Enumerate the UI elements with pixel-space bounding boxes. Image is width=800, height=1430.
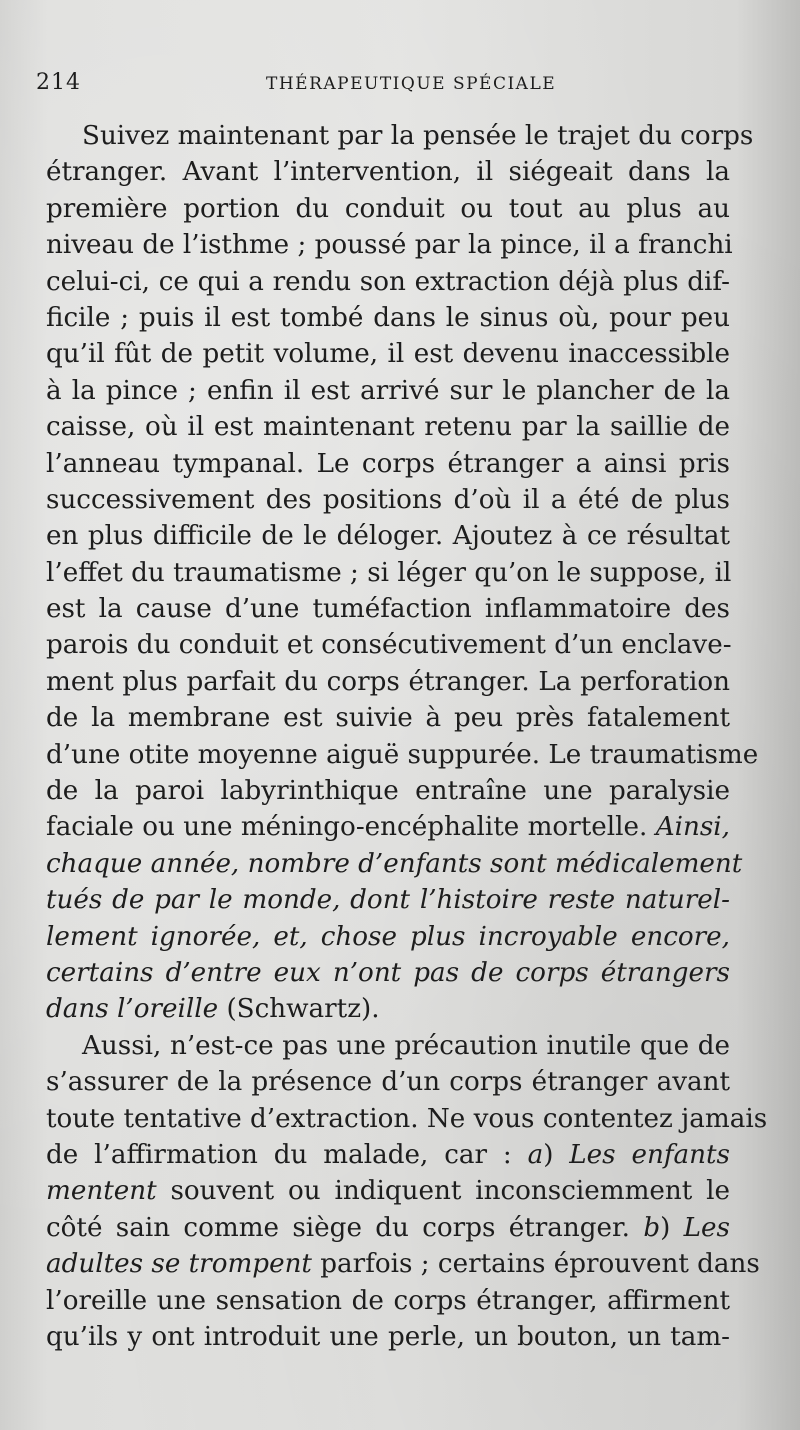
text-line [46, 518, 730, 554]
text-line [46, 373, 730, 409]
text-line [46, 118, 754, 154]
text-segment: toute tentative d’extraction. Ne vous contentez jamais [46, 1103, 768, 1134]
text-segment: première portion du conduit ou tout au plus au [46, 193, 730, 224]
text-line [46, 591, 730, 627]
text-line [46, 773, 730, 809]
text-line [46, 627, 730, 663]
text-segment: de l’affirmation du malade, car : [46, 1139, 528, 1170]
text-line [46, 154, 730, 190]
italic-text: mentent [46, 1176, 157, 1207]
text-segment: d’une otite moyenne aiguë suppurée. Le traumatisme [46, 739, 759, 770]
text-segment: celui-ci, ce qui a rendu son extraction déjà plus dif- [46, 266, 730, 297]
text-line [46, 1210, 730, 1246]
text-segment: successivement des positions d’où il a été de plus [46, 484, 730, 515]
text-segment: s’assurer de la présence d’un corps étranger avant [46, 1067, 730, 1098]
running-head: THÉRAPEUTIQUE SPÉCIALE [266, 74, 557, 94]
text-line [46, 1028, 730, 1064]
text-line [46, 1101, 768, 1137]
text-segment: ) [660, 1212, 684, 1243]
text-segment: parfois ; certains éprouvent dans [311, 1249, 760, 1280]
text-segment: en plus difficile de le déloger. Ajoutez à ce résultat [46, 521, 730, 552]
text-line [46, 809, 730, 845]
text-line [46, 700, 730, 736]
text-segment: côté sain comme siège du corps étranger. [46, 1212, 644, 1243]
text-line [46, 555, 730, 591]
italic-text: lement ignorée, et, chose plus incroyable encore, [46, 921, 730, 952]
text-segment: (Schwartz). [218, 994, 380, 1025]
text-segment: ) [543, 1139, 570, 1170]
text-line [46, 264, 730, 300]
italic-text: b [643, 1212, 661, 1243]
text-line [46, 664, 730, 700]
text-line [46, 1283, 730, 1319]
text-line [46, 191, 730, 227]
italic-text: a [527, 1139, 544, 1170]
text-segment: parois du conduit et consécutivement d’un enclave- [46, 630, 732, 661]
page-number: 214 [36, 70, 81, 95]
italic-text: Ainsi, [655, 812, 730, 843]
text-line [46, 1137, 730, 1173]
text-line [46, 300, 730, 336]
text-line [46, 882, 730, 918]
text-segment: Suivez maintenant par la pensée le trajet du corps [82, 121, 754, 151]
text-segment: souvent ou indiquent inconsciemment le [156, 1176, 730, 1207]
text-segment: de la membrane est suivie à peu près fatalement [46, 703, 730, 734]
text-line [46, 1246, 760, 1282]
text-segment: faciale ou une méningo-encéphalite mortelle. [46, 812, 656, 843]
text-segment: qu’ils y ont introduit une perle, un bouton, un tam- [46, 1321, 730, 1352]
text-line [46, 846, 743, 882]
text-segment: l’effet du traumatisme ; si léger qu’on le suppose, il [46, 557, 732, 588]
text-line [46, 409, 730, 445]
text-line [46, 991, 730, 1027]
text-segment: l’oreille une sensation de corps étranger, affirment [46, 1285, 730, 1316]
italic-text: dans l’oreille [46, 994, 219, 1025]
italic-text: Les [683, 1212, 730, 1243]
text-line [46, 446, 730, 482]
text-line [46, 1173, 730, 1209]
italic-text: adultes se trompent [46, 1249, 312, 1280]
text-segment: niveau de l’isthme ; poussé par la pince, il a franchi [46, 230, 733, 261]
page-header [36, 70, 740, 104]
text-line [46, 1319, 730, 1355]
text-line [46, 919, 730, 955]
italic-text: certains d’entre eux n’ont pas de corps étrangers [46, 957, 730, 988]
text-line [46, 336, 730, 372]
body-text [46, 118, 768, 1355]
text-segment: étranger. Avant l’intervention, il siégeait dans la [46, 157, 730, 188]
text-line [46, 227, 733, 263]
text-segment: de la paroi labyrinthique entraîne une paralysie [46, 776, 730, 807]
text-segment: l’anneau tympanal. Le corps étranger a ainsi pris [46, 448, 730, 479]
text-segment: qu’il fût de petit volume, il est devenu inaccessible [46, 339, 730, 370]
text-line [46, 737, 759, 773]
text-segment: est la cause d’une tuméfaction inflammatoire des [46, 594, 730, 625]
text-segment: ment plus parfait du corps étranger. La perforation [46, 666, 730, 697]
italic-text: Les enfants [569, 1139, 730, 1170]
text-segment: à la pince ; enfin il est arrivé sur le plancher de la [46, 375, 730, 406]
text-line [46, 1064, 730, 1100]
text-line [46, 955, 730, 991]
italic-text: chaque année, nombre d’enfants sont médicalement [46, 848, 743, 879]
text-segment: ficile ; puis il est tombé dans le sinus où, pour peu [46, 302, 730, 333]
text-segment: caisse, où il est maintenant retenu par la saillie de [46, 412, 730, 443]
text-line [46, 482, 730, 518]
italic-text: tués de par le monde, dont l’histoire reste naturel- [46, 885, 730, 916]
text-segment: Aussi, n’est-ce pas une précaution inutile que de [82, 1030, 730, 1061]
